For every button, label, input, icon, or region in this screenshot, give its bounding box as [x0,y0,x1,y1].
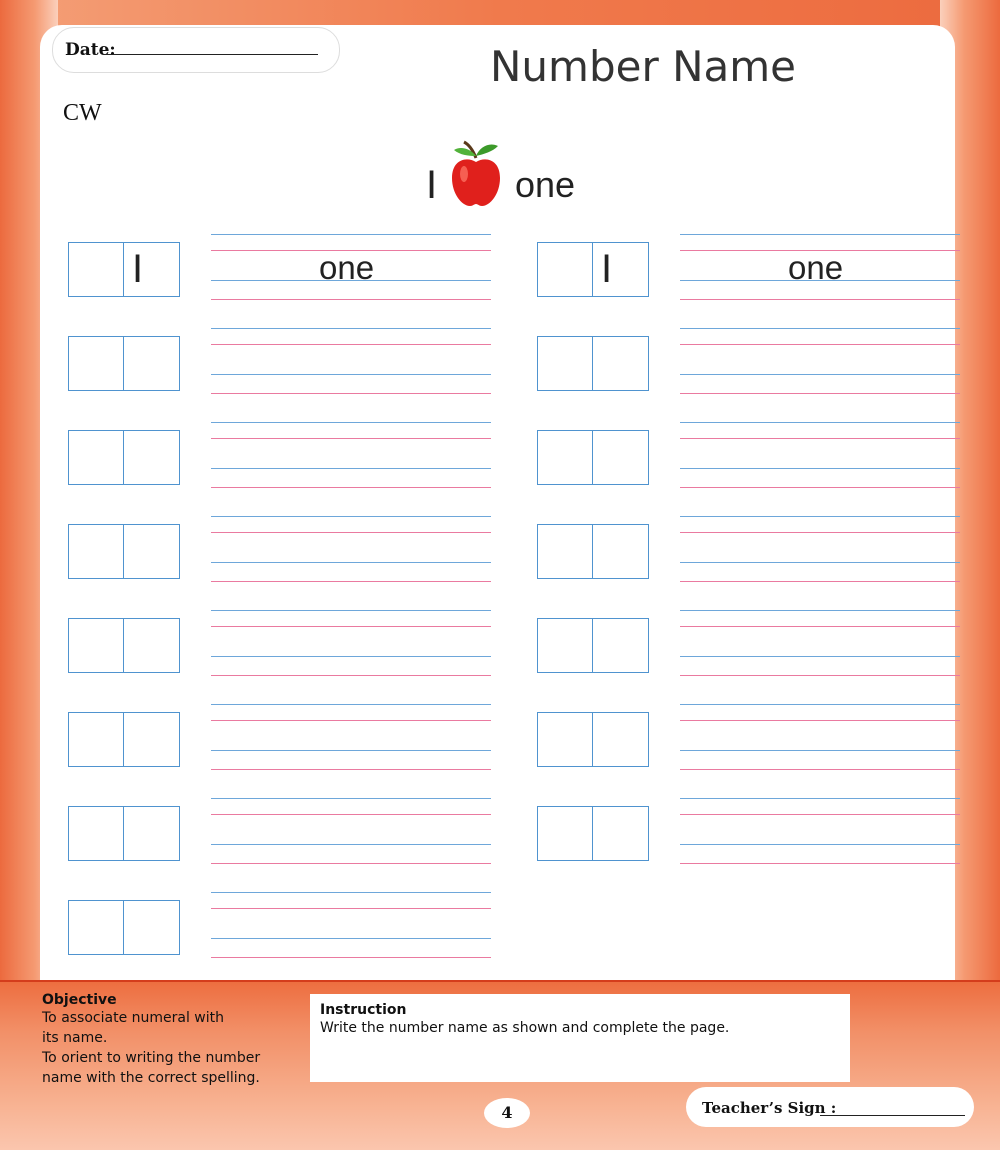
instruction-panel [310,994,850,1082]
writing-lines[interactable] [211,610,491,678]
writing-lines[interactable] [680,610,960,678]
numeral-box[interactable] [537,242,649,297]
instruction-text: Write the number name as shown and complete the page. [320,1020,730,1036]
writing-lines[interactable] [211,328,491,396]
number-word: one [788,249,844,286]
numeral-box[interactable] [68,900,180,955]
objective-line: To associate numeral with [42,1010,225,1026]
instruction-title: Instruction [320,1002,407,1018]
numeral-box[interactable] [68,618,180,673]
writing-lines[interactable] [680,328,960,396]
page-title: Number Name [490,42,796,91]
numeral-box[interactable] [68,806,180,861]
classwork-label: CW [63,100,102,126]
objective-line: To orient to writing the number [42,1050,261,1066]
writing-lines[interactable] [680,516,960,584]
objective-line: its name. [42,1030,108,1046]
numeral-box[interactable] [68,242,180,297]
writing-lines[interactable] [211,704,491,772]
numeral-box[interactable] [537,618,649,673]
page-number: 4 [484,1098,530,1128]
date-write-line[interactable] [103,54,318,55]
writing-lines[interactable] [211,516,491,584]
objective-line: name with the correct spelling. [42,1070,260,1086]
teacher-sign-label: Teacher’s Sign : [702,1099,837,1117]
numeral-box[interactable] [68,336,180,391]
numeral-box[interactable] [68,712,180,767]
teacher-sign-line[interactable] [820,1115,965,1116]
writing-lines[interactable] [680,234,960,302]
objective-title: Objective [42,992,117,1008]
writing-lines[interactable] [211,892,491,960]
writing-lines[interactable] [211,798,491,866]
numeral-box[interactable] [68,430,180,485]
hero-word: one [515,164,576,205]
writing-lines[interactable] [680,798,960,866]
numeral-text: I [601,247,613,291]
numeral-box[interactable] [537,430,649,485]
hero-numeral: I [426,163,438,207]
numeral-box[interactable] [537,806,649,861]
numeral-box[interactable] [537,524,649,579]
writing-lines[interactable] [680,422,960,490]
writing-lines[interactable] [211,234,491,302]
date-label: Date: [65,40,116,60]
objective-panel [42,992,304,1114]
writing-lines[interactable] [211,422,491,490]
apple-icon [446,138,506,208]
numeral-box[interactable] [68,524,180,579]
numeral-box[interactable] [537,712,649,767]
writing-lines[interactable] [680,704,960,772]
numeral-text: I [132,247,144,291]
numeral-box[interactable] [537,336,649,391]
number-word: one [319,249,375,286]
